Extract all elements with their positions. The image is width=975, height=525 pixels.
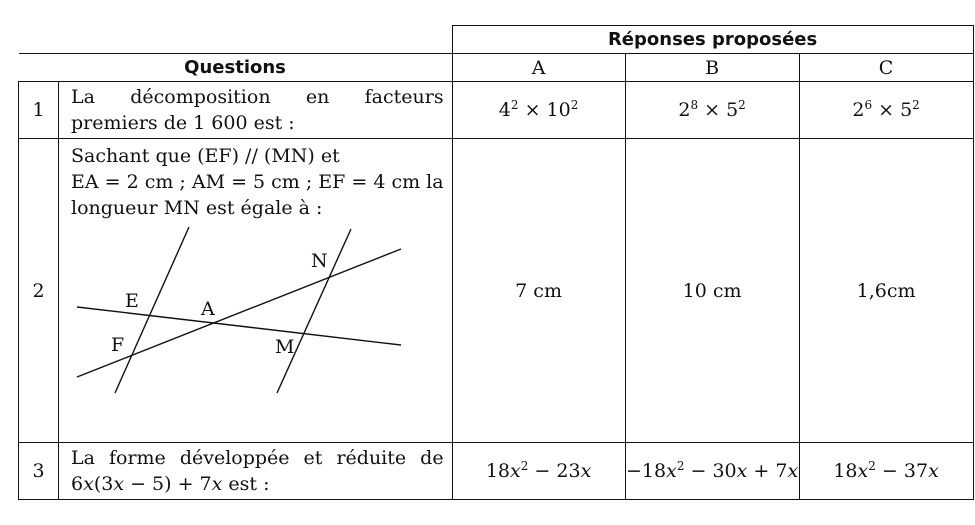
math-expression: $2^8 \times 5^2$ <box>678 98 746 121</box>
math-expression: $18x^2 - 23x$ <box>485 459 592 482</box>
question-row-1 <box>19 82 974 139</box>
math-expression: $-18x^2 - 30x + 7x$ <box>625 459 799 482</box>
header-row-columns <box>19 54 974 82</box>
question-text-with-figure <box>59 139 453 443</box>
answer-a: 7 cm <box>452 139 625 443</box>
label-e: E <box>125 290 139 312</box>
math-expression: $18x^2 - 37x$ <box>833 459 939 482</box>
column-c-header: C <box>799 54 973 82</box>
question-line: EA = 2 cm ; AM = 5 cm ; EF = 4 cm la <box>71 171 444 193</box>
header-row-responses <box>19 26 974 54</box>
question-number: 1 <box>19 82 59 139</box>
label-m: M <box>275 336 295 358</box>
responses-header: Réponses proposées <box>452 26 973 54</box>
question-text: La forme développée et réduite de 6x(3x − 5) + 7x est : <box>59 443 453 500</box>
answer-c: 1,6cm <box>799 139 973 443</box>
question-row-3 <box>19 443 974 500</box>
question-text: La décomposition en facteurs premiers de 1 600 est : <box>59 82 453 139</box>
label-f: F <box>111 334 125 356</box>
answer-b <box>625 82 799 139</box>
geometry-figure <box>71 227 431 399</box>
question-line: Sachant que (EF) // (MN) et <box>71 145 340 167</box>
question-number: 3 <box>19 443 59 500</box>
questions-header: Questions <box>19 54 453 82</box>
empty-corner-cell <box>19 26 453 54</box>
column-b-header: B <box>625 54 799 82</box>
math-expression: $4^2 \times 10^2$ <box>498 98 579 121</box>
answer-a <box>452 443 625 500</box>
column-a-header: A <box>452 54 625 82</box>
answer-b: 10 cm <box>625 139 799 443</box>
answer-a <box>452 82 625 139</box>
question-row-2 <box>19 139 974 443</box>
answer-c <box>799 82 973 139</box>
math-expression: $2^6 \times 5^2$ <box>852 98 920 121</box>
label-a: A <box>201 298 215 320</box>
label-n: N <box>311 250 328 272</box>
question-line: longueur MN est égale à : <box>71 197 323 219</box>
answer-c <box>799 443 973 500</box>
answer-b <box>625 443 799 500</box>
qcm-table <box>18 25 974 500</box>
question-number: 2 <box>19 139 59 443</box>
